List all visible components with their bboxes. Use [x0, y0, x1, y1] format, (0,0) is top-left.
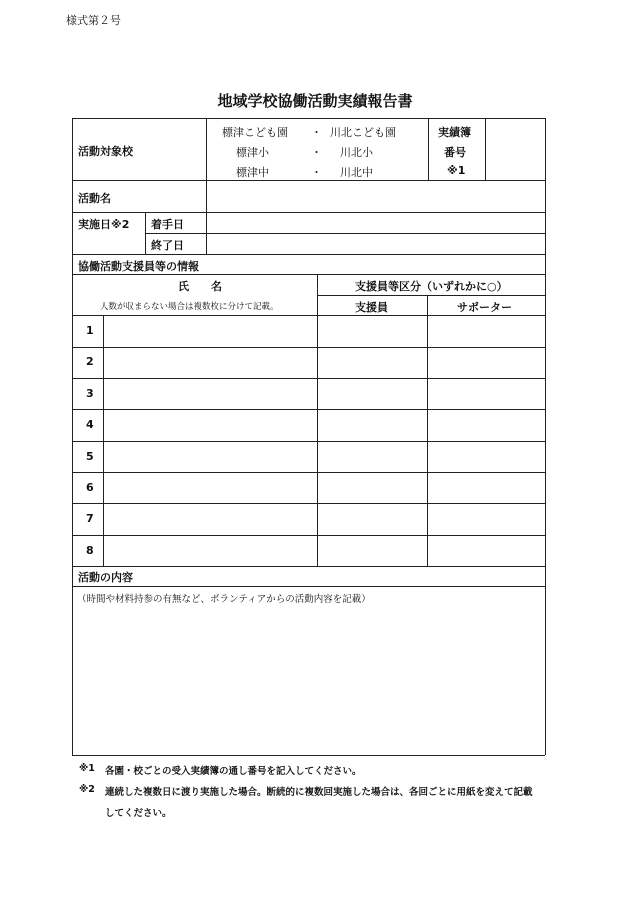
dot-separator: ・	[311, 126, 322, 139]
school-option-shibetsu-junior-high[interactable]: 標津中	[236, 166, 269, 179]
end-date-field[interactable]	[208, 235, 543, 253]
start-date-field[interactable]	[208, 214, 543, 232]
ledger-label: 実績簿	[438, 126, 471, 139]
supporter-name-field-5[interactable]	[105, 443, 315, 471]
ledger-number-field[interactable]	[487, 120, 543, 178]
school-option-shibetsu-kodomoen[interactable]: 標津こども園	[222, 126, 288, 139]
footnote-mark-1: ※1	[79, 763, 95, 774]
row-number: 7	[86, 512, 94, 525]
supporter-column-header: 支援員	[355, 301, 388, 314]
supporter-name-field-3[interactable]	[105, 380, 315, 408]
row-number: 5	[86, 450, 94, 463]
helper-column-header: サポーター	[457, 301, 512, 314]
school-option-kawakita-kodomoen[interactable]: 川北こども園	[330, 126, 396, 139]
ledger-label: 番号	[444, 146, 466, 159]
row-number: 8	[86, 544, 94, 557]
school-label: 活動対象校	[78, 145, 133, 158]
name-column-note: 人数が収まらない場合は複数枚に分けて記載。	[100, 302, 279, 312]
row-number: 6	[86, 481, 94, 494]
form-number: 様式第２号	[66, 14, 121, 27]
supporter-name-field-6[interactable]	[105, 474, 315, 502]
activity-content-hint: （時間や材料持参の有無など、ボランティアからの活動内容を記載）	[77, 594, 371, 605]
document-title: 地域学校協働活動実績報告書	[217, 92, 413, 110]
start-date-label: 着手日	[151, 218, 184, 231]
supporter-name-field-7[interactable]	[105, 505, 315, 533]
ledger-note-mark: ※1	[447, 164, 466, 177]
school-option-kawakita-junior-high[interactable]: 川北中	[340, 166, 373, 179]
dot-separator: ・	[311, 166, 322, 179]
helper-category-cells[interactable]	[429, 317, 543, 565]
supporter-name-field-4[interactable]	[105, 411, 315, 439]
supporter-category-cells[interactable]	[319, 317, 425, 565]
supporter-name-field-2[interactable]	[105, 349, 315, 377]
footnote-mark-2: ※2	[79, 784, 95, 795]
school-option-shibetsu-elementary[interactable]: 標津小	[236, 146, 269, 159]
activity-name-field[interactable]	[208, 182, 543, 210]
row-number: 4	[86, 418, 94, 431]
supporter-name-field-1[interactable]	[105, 317, 315, 345]
school-option-kawakita-elementary[interactable]: 川北小	[340, 146, 373, 159]
activity-content-field[interactable]	[74, 606, 543, 753]
supporters-section-label: 協働活動支援員等の情報	[78, 260, 199, 273]
supporter-name-field-8[interactable]	[105, 537, 315, 565]
implementation-date-label: 実施日※2	[78, 218, 130, 231]
footnote-text-1: 各園・校ごとの受入実績簿の通し番号を記入してください。	[105, 766, 362, 777]
category-column-header: 支援員等区分（いずれかに○）	[355, 280, 508, 293]
footnote-text-2-continued: してください。	[105, 808, 172, 819]
row-number: 3	[86, 387, 94, 400]
dot-separator: ・	[311, 146, 322, 159]
activity-name-label: 活動名	[78, 192, 111, 205]
name-column-header: 氏 名	[178, 280, 222, 293]
activity-content-label: 活動の内容	[78, 571, 133, 584]
row-number: 2	[86, 355, 94, 368]
end-date-label: 終了日	[151, 239, 184, 252]
row-number: 1	[86, 324, 94, 337]
footnote-text-2: 連続した複数日に渡り実施した場合。断続的に複数回実施した場合は、各回ごとに用紙を変えて記載	[105, 787, 533, 798]
